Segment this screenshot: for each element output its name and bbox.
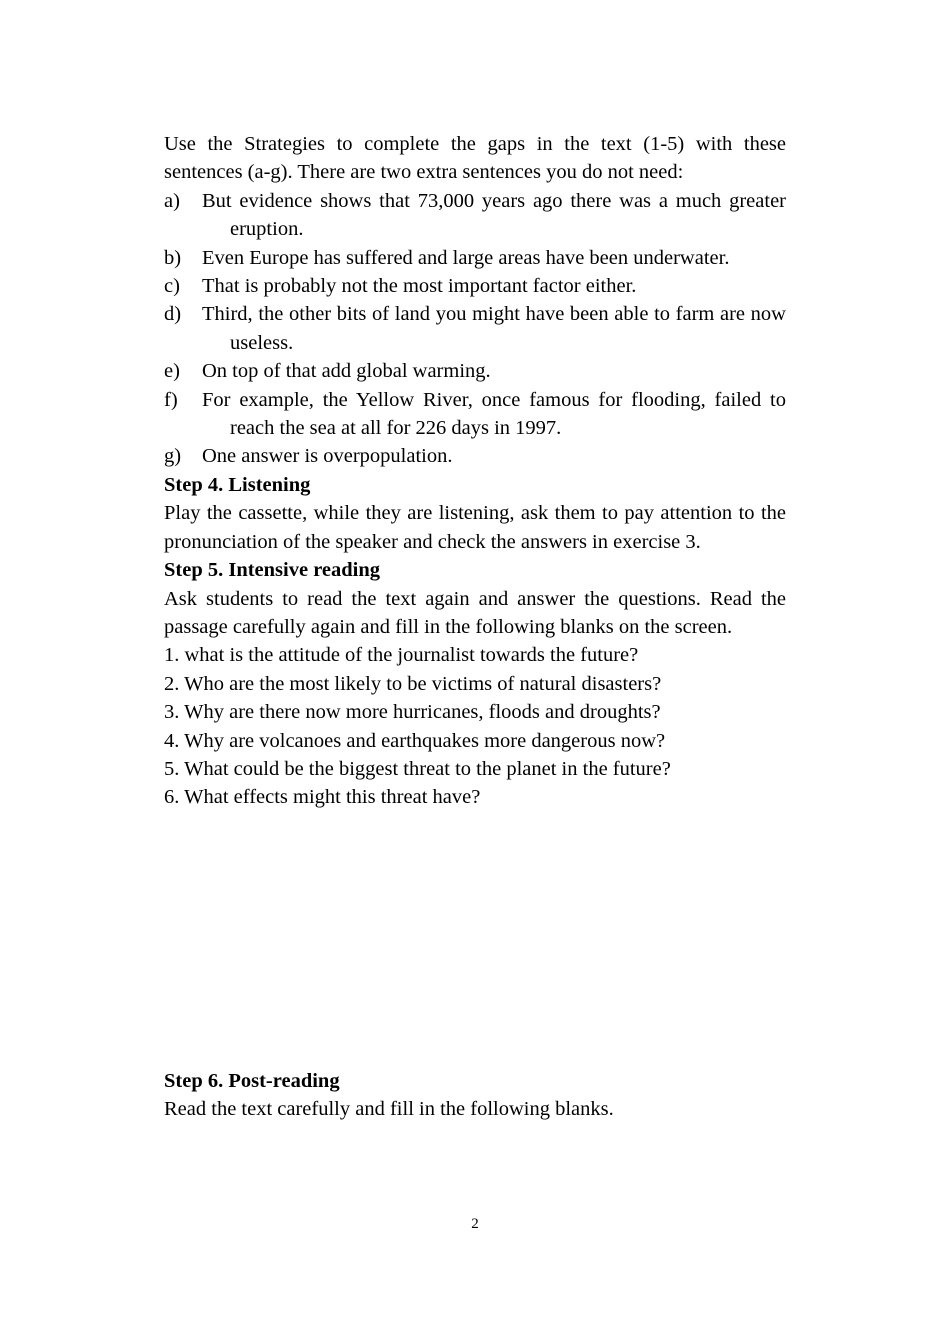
sentence-options-list <box>164 187 786 471</box>
question-item: 1. what is the attitude of the journalist towards the future? <box>164 644 639 667</box>
option-text: That is probably not the most important factor either. <box>202 275 637 298</box>
step5-heading: Step 5. Intensive reading <box>164 559 381 582</box>
option-d <box>164 300 786 357</box>
option-marker: b) <box>164 246 182 269</box>
option-text: On top of that add global warming. <box>202 360 491 383</box>
question-item: 6. What effects might this threat have? <box>164 786 481 809</box>
step4-body: Play the cassette, while they are listening, ask them to pay attention to the pronunciation of the speaker and check the answers in exercise 3. <box>164 502 786 553</box>
option-marker: f) <box>164 388 178 411</box>
step4-heading: Step 4. Listening <box>164 473 311 496</box>
question-item: 3. Why are there now more hurricanes, floods and droughts? <box>164 701 661 724</box>
step6-heading: Step 6. Post-reading <box>164 1069 340 1092</box>
question-item: 4. Why are volcanoes and earthquakes more dangerous now? <box>164 729 666 752</box>
questions-list <box>164 641 786 811</box>
question-item: 2. Who are the most likely to be victims of natural disasters? <box>164 672 662 695</box>
step5-body: Ask students to read the text again and answer the questions. Read the passage carefully again and fill in the following blanks on the screen. <box>164 587 786 638</box>
option-text: One answer is overpopulation. <box>202 445 453 468</box>
page-number: 2 <box>471 1216 479 1232</box>
option-text: But evidence shows that 73,000 years ago there was a much greater eruption. <box>202 189 786 241</box>
option-e <box>164 357 786 385</box>
option-g <box>164 442 786 470</box>
option-marker: g) <box>164 445 182 468</box>
option-marker: c) <box>164 275 180 298</box>
option-text: For example, the Yellow River, once famous for flooding, failed to reach the sea at all for 226 days in 1997. <box>202 388 786 440</box>
option-marker: a) <box>164 189 180 212</box>
page-content <box>164 130 786 1124</box>
step6-body: Read the text carefully and fill in the following blanks. <box>164 1098 614 1121</box>
option-c <box>164 272 786 300</box>
option-b <box>164 244 786 272</box>
option-f <box>164 386 786 443</box>
option-marker: e) <box>164 360 180 383</box>
option-text: Third, the other bits of land you might have been able to farm are now useless. <box>202 303 786 354</box>
option-marker: d) <box>164 303 182 326</box>
option-text: Even Europe has suffered and large areas have been underwater. <box>202 246 730 269</box>
option-a <box>164 187 786 244</box>
question-item: 5. What could be the biggest threat to the planet in the future? <box>164 757 671 780</box>
blank-space <box>164 812 786 1067</box>
instructions-paragraph: Use the Strategies to complete the gaps in the text (1-5) with these sentences (a-g). There are two extra sentences you do not need: <box>164 133 786 184</box>
